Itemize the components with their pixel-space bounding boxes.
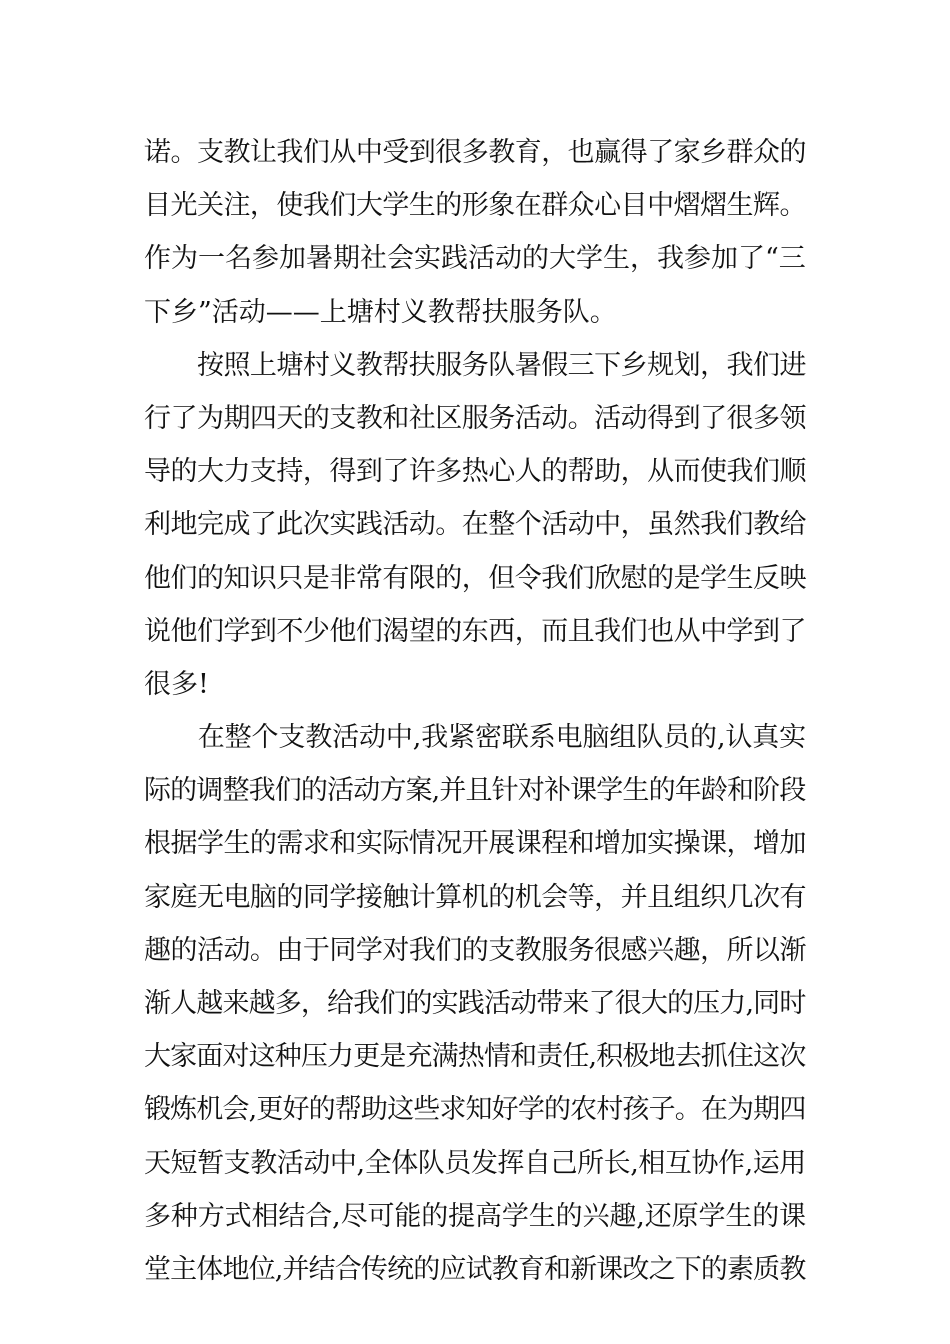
text-line: 导的大力支持，得到了许多热心人的帮助，从而使我们顺 — [144, 456, 806, 488]
text-line: 堂主体地位,并结合传统的应试教育和新课改之下的素质教 — [144, 1253, 806, 1285]
text-line: 际的调整我们的活动方案,并且针对补课学生的年龄和阶段 — [144, 775, 806, 807]
text-line: 天短暂支教活动中,全体队员发挥自己所长,相互协作,运用 — [144, 1147, 806, 1179]
text-line: 下乡”活动——上塘村义教帮扶服务队。 — [144, 296, 617, 328]
text-line: 锻炼机会,更好的帮助这些求知好学的农村孩子。在为期四 — [144, 1094, 806, 1126]
text-line: 大家面对这种压力更是充满热情和责任,积极地去抓住这次 — [144, 1041, 806, 1073]
text-line: 利地完成了此次实践活动。在整个活动中，虽然我们教给 — [144, 509, 806, 541]
text-line: 诺。支教让我们从中受到很多教育，也赢得了家乡群众的 — [144, 137, 806, 168]
text-line: 说他们学到不少他们渴望的东西，而且我们也从中学到了 — [144, 615, 806, 647]
text-line: 家庭无电脑的同学接触计算机的机会等，并且组织几次有 — [144, 881, 806, 913]
text-line: 他们的知识只是非常有限的，但令我们欣慰的是学生反映 — [144, 562, 806, 594]
document-body — [144, 126, 806, 1296]
text-line: 多种方式相结合,尽可能的提高学生的兴趣,还原学生的课 — [144, 1200, 807, 1232]
text-line: 趣的活动。由于同学对我们的支教服务很感兴趣，所以渐 — [144, 934, 806, 966]
text-line: 很多! — [144, 668, 209, 700]
text-line: 作为一名参加暑期社会实践活动的大学生，我参加了“三 — [144, 243, 806, 275]
text-line: 按照上塘村义教帮扶服务队暑假三下乡规划，我们进 — [144, 349, 806, 381]
text-line: 目光关注，使我们大学生的形象在群众心目中熠熠生辉。 — [144, 190, 806, 222]
text-line: 渐人越来越多，给我们的实践活动带来了很大的压力,同时 — [144, 988, 806, 1019]
text-line: 根据学生的需求和实际情况开展课程和增加实操课，增加 — [144, 828, 806, 860]
text-line: 行了为期四天的支教和社区服务活动。活动得到了很多领 — [144, 402, 806, 434]
text-line: 在整个支教活动中,我紧密联系电脑组队员的,认真实 — [144, 722, 807, 754]
